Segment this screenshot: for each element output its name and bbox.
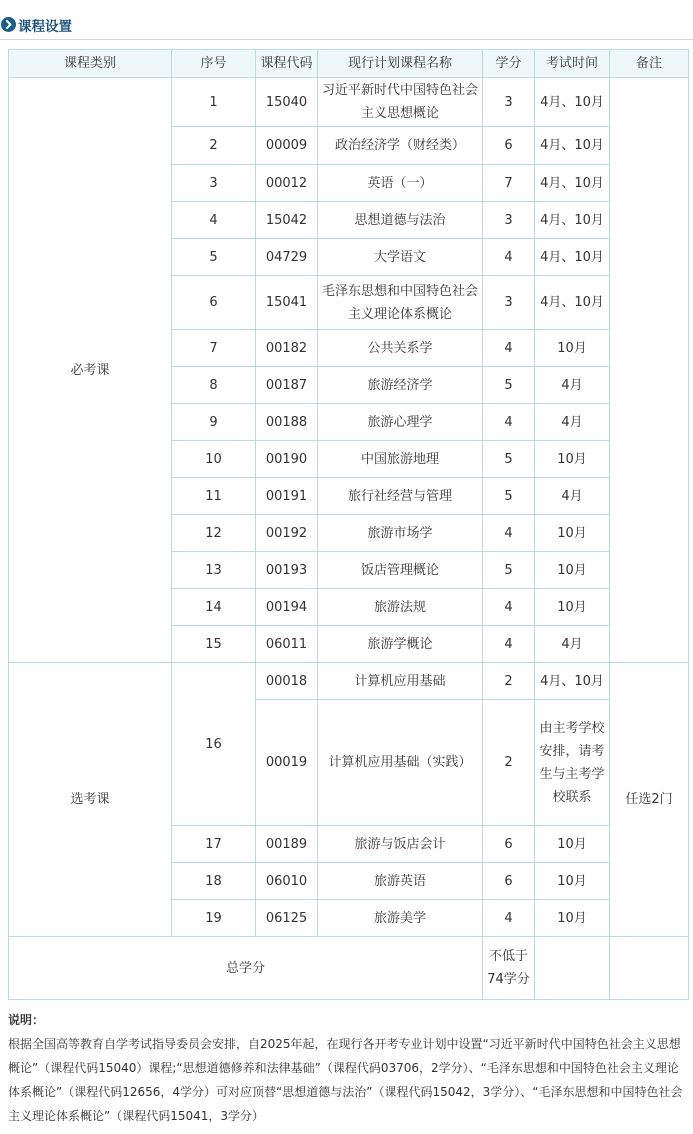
credit-cell: 4 — [483, 330, 535, 367]
total-empty — [610, 937, 689, 1000]
credit-cell: 4 — [483, 239, 535, 276]
time-cell: 4月、10月 — [535, 276, 610, 330]
note-cell — [610, 78, 689, 663]
seq-cell: 5 — [172, 239, 256, 276]
note-block — [8, 1008, 688, 1128]
time-cell: 10月 — [535, 552, 610, 589]
name-cell: 旅游学概论 — [318, 626, 483, 663]
name-cell: 旅游经济学 — [318, 367, 483, 404]
seq-cell: 15 — [172, 626, 256, 663]
note-text: 根据全国高等教育自学考试指导委员会安排，自2025年起，在现行各开考专业计划中设置“习近平新时代中国特色社会主义思想概论”（课程代码15040）课程;“思想道德修养和法律基础”（课程代码03706，2学分）、“毛泽东思想和中国特色社会主义理论体系概论”（课程代码12656，4学分）可对应顶替“思想道德与法治”（课程代码15042，3学分）、“毛泽东思想和中国特色社会主义理论体系概论”（课程代码15041，3学分） — [8, 1037, 683, 1123]
column-header: 备注 — [610, 50, 689, 78]
time-cell: 4月、10月 — [535, 127, 610, 165]
credit-cell: 6 — [483, 826, 535, 863]
credit-cell: 3 — [483, 202, 535, 239]
name-cell: 习近平新时代中国特色社会主义思想概论 — [318, 78, 483, 127]
time-cell: 4月、10月 — [535, 165, 610, 202]
credit-cell: 5 — [483, 478, 535, 515]
name-cell: 思想道德与法治 — [318, 202, 483, 239]
total-row — [9, 937, 689, 1000]
name-cell: 中国旅游地理 — [318, 441, 483, 478]
name-cell: 旅行社经营与管理 — [318, 478, 483, 515]
name-cell: 英语（一） — [318, 165, 483, 202]
seq-cell: 9 — [172, 404, 256, 441]
credit-cell: 6 — [483, 863, 535, 900]
code-cell: 06011 — [256, 626, 318, 663]
name-cell: 旅游美学 — [318, 900, 483, 937]
name-cell: 计算机应用基础 — [318, 663, 483, 700]
credit-cell: 4 — [483, 589, 535, 626]
code-cell: 00009 — [256, 127, 318, 165]
code-cell: 06010 — [256, 863, 318, 900]
seq-cell: 4 — [172, 202, 256, 239]
time-cell: 4月、10月 — [535, 239, 610, 276]
credit-cell: 2 — [483, 700, 535, 826]
code-cell: 00190 — [256, 441, 318, 478]
credit-cell: 5 — [483, 367, 535, 404]
chevron-right-icon — [1, 17, 16, 32]
credit-cell: 3 — [483, 276, 535, 330]
time-cell: 由主考学校安排，请考生与主考学校联系 — [535, 700, 610, 826]
name-cell: 旅游法规 — [318, 589, 483, 626]
column-header: 考试时间 — [535, 50, 610, 78]
code-cell: 00018 — [256, 663, 318, 700]
name-cell: 政治经济学（财经类） — [318, 127, 483, 165]
code-cell: 15040 — [256, 78, 318, 127]
column-header: 课程代码 — [256, 50, 318, 78]
seq-cell: 3 — [172, 165, 256, 202]
credit-cell: 4 — [483, 404, 535, 441]
time-cell: 10月 — [535, 515, 610, 552]
seq-cell: 17 — [172, 826, 256, 863]
time-cell: 10月 — [535, 330, 610, 367]
note-cell: 任选2门 — [610, 663, 689, 937]
code-cell: 06125 — [256, 900, 318, 937]
credit-cell: 7 — [483, 165, 535, 202]
column-header: 现行计划课程名称 — [318, 50, 483, 78]
column-header: 学分 — [483, 50, 535, 78]
credit-cell: 5 — [483, 552, 535, 589]
code-cell: 00191 — [256, 478, 318, 515]
seq-cell: 10 — [172, 441, 256, 478]
total-value: 不低于74学分 — [483, 937, 535, 1000]
name-cell: 旅游英语 — [318, 863, 483, 900]
time-cell: 4月、10月 — [535, 78, 610, 127]
credit-cell: 4 — [483, 626, 535, 663]
seq-cell: 2 — [172, 127, 256, 165]
name-cell: 旅游心理学 — [318, 404, 483, 441]
table-header-row — [9, 50, 689, 78]
seq-cell: 7 — [172, 330, 256, 367]
seq-cell: 19 — [172, 900, 256, 937]
code-cell: 00188 — [256, 404, 318, 441]
table-row — [9, 663, 689, 700]
time-cell: 4月 — [535, 478, 610, 515]
time-cell: 4月、10月 — [535, 202, 610, 239]
time-cell: 10月 — [535, 589, 610, 626]
code-cell: 00187 — [256, 367, 318, 404]
seq-cell: 11 — [172, 478, 256, 515]
time-cell: 4月 — [535, 626, 610, 663]
seq-cell: 13 — [172, 552, 256, 589]
seq-cell: 1 — [172, 78, 256, 127]
code-cell: 00192 — [256, 515, 318, 552]
name-cell: 旅游市场学 — [318, 515, 483, 552]
category-cell: 选考课 — [9, 663, 172, 937]
column-header: 序号 — [172, 50, 256, 78]
note-title: 说明： — [8, 1013, 45, 1027]
seq-cell: 8 — [172, 367, 256, 404]
code-cell: 04729 — [256, 239, 318, 276]
total-empty — [535, 937, 610, 1000]
name-cell: 饭店管理概论 — [318, 552, 483, 589]
column-header: 课程类别 — [9, 50, 172, 78]
category-cell: 必考课 — [9, 78, 172, 663]
time-cell: 4月、10月 — [535, 663, 610, 700]
time-cell: 10月 — [535, 863, 610, 900]
name-cell: 公共关系学 — [318, 330, 483, 367]
time-cell: 4月 — [535, 367, 610, 404]
credit-cell: 5 — [483, 441, 535, 478]
code-cell: 15042 — [256, 202, 318, 239]
seq-cell: 14 — [172, 589, 256, 626]
seq-cell: 18 — [172, 863, 256, 900]
name-cell: 毛泽东思想和中国特色社会主义理论体系概论 — [318, 276, 483, 330]
name-cell: 大学语文 — [318, 239, 483, 276]
credit-cell: 4 — [483, 515, 535, 552]
code-cell: 00189 — [256, 826, 318, 863]
code-cell: 00019 — [256, 700, 318, 826]
name-cell: 旅游与饭店会计 — [318, 826, 483, 863]
credit-cell: 6 — [483, 127, 535, 165]
course-table — [8, 49, 689, 1000]
seq-cell: 6 — [172, 276, 256, 330]
code-cell: 00012 — [256, 165, 318, 202]
name-cell: 计算机应用基础（实践） — [318, 700, 483, 826]
credit-cell: 4 — [483, 900, 535, 937]
code-cell: 00193 — [256, 552, 318, 589]
time-cell: 4月 — [535, 404, 610, 441]
code-cell: 15041 — [256, 276, 318, 330]
code-cell: 00194 — [256, 589, 318, 626]
credit-cell: 2 — [483, 663, 535, 700]
time-cell: 10月 — [535, 441, 610, 478]
seq-cell: 12 — [172, 515, 256, 552]
section-header — [0, 10, 693, 40]
code-cell: 00182 — [256, 330, 318, 367]
time-cell: 10月 — [535, 900, 610, 937]
seq-cell: 16 — [172, 663, 256, 826]
total-label: 总学分 — [9, 937, 483, 1000]
section-title: 课程设置 — [18, 19, 72, 35]
table-row — [9, 78, 689, 127]
time-cell: 10月 — [535, 826, 610, 863]
credit-cell: 3 — [483, 78, 535, 127]
